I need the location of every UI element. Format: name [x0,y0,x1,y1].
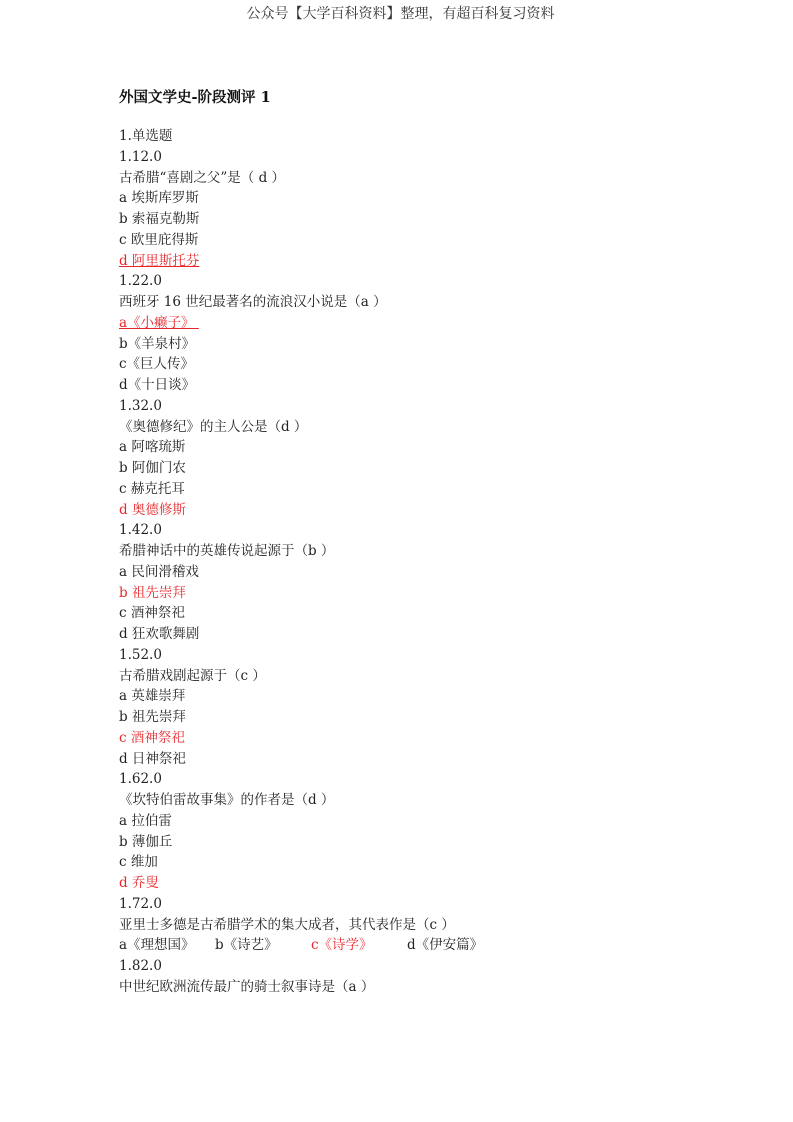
option: b 薄伽丘 [119,833,173,850]
question-number: 1.32.0 [119,397,162,414]
question-list [119,126,503,998]
document-title: 外国文学史-阶段测评 1 [119,89,271,106]
correct-option: c《诗学》 [311,937,373,954]
question [119,894,503,956]
page-header-note: 公众号【大学百科资料】整理，有超百科复习资料 [246,6,555,22]
option: c 酒神祭祀 [119,605,185,622]
option-line [119,624,503,645]
option: b《诗艺》 [215,937,278,954]
question-number: 1.52.0 [119,646,162,663]
option-line [119,686,503,707]
option: b《羊泉村》 [119,335,196,352]
question [119,520,503,645]
question-number: 1.82.0 [119,958,162,974]
option: a《理想国》 [119,937,195,954]
correct-option-line [119,728,503,749]
question-number: 1.22.0 [119,273,162,290]
option-line [119,749,503,770]
option: d《十日谈》 [119,377,196,393]
correct-option-line [119,500,503,521]
option: c《巨人传》 [119,356,195,373]
option-line [119,458,503,479]
option: a 埃斯库罗斯 [119,190,199,207]
question-stem: 西班牙 16 世纪最著名的流浪汉小说是（a ） [119,294,387,310]
section-heading: 1.单选题 [119,128,173,144]
option-line [119,437,503,458]
question-number: 1.12.0 [119,148,162,165]
option: d 日神祭祀 [119,750,186,767]
option-line [119,562,503,583]
option-line [119,479,503,500]
option-line [119,375,503,396]
correct-option: a《小癞子》 [119,314,199,331]
question-number: 1.62.0 [119,771,162,788]
option-line [119,832,503,853]
option-line [119,811,503,832]
correct-option-line [119,583,503,604]
correct-option: d 奥德修斯 [119,501,186,518]
option-line [119,707,503,728]
correct-option: d 乔叟 [119,875,159,891]
option: a 民间滑稽戏 [119,563,199,580]
option-line [119,852,503,873]
question-stem: 中世纪欧洲流传最广的骑士叙事诗是（a ） [119,978,375,995]
correct-option: b 祖先崇拜 [119,584,186,601]
option: a 阿喀琉斯 [119,439,186,456]
question-number: 1.42.0 [119,522,162,539]
option-line [119,188,503,209]
option-line [119,209,503,230]
option: b 阿伽门农 [119,460,186,476]
question-stem: 《奥德修纪》的主人公是（d ） [119,418,308,435]
question [119,396,503,521]
option-line [119,230,503,251]
question-stem: 希腊神话中的英雄传说起源于（b ） [119,543,335,559]
option: b 祖先崇拜 [119,709,186,725]
option: c 维加 [119,854,158,871]
question [119,645,503,770]
option-line [119,354,503,375]
question-stem: 古希腊“喜剧之父”是（ d ） [119,169,286,186]
question-stem: 古希腊戏剧起源于（c ） [119,667,266,684]
correct-option-line [119,313,503,334]
question-stem: 亚里士多德是古希腊学术的集大成者，其代表作是（c ） [119,916,455,933]
correct-option: c 酒神祭祀 [119,729,185,746]
option: c 欧里庇得斯 [119,231,199,248]
question-number: 1.72.0 [119,895,162,912]
option: b 索福克勒斯 [119,211,200,227]
option-line [119,603,503,624]
options-row [119,935,503,956]
correct-option: d 阿里斯托芬 [119,252,200,269]
option: d《伊安篇》 [407,937,484,954]
question [119,147,503,272]
option-line [119,334,503,355]
option: a 拉伯雷 [119,812,172,829]
question [119,271,503,396]
question [119,769,503,894]
question [119,956,503,998]
correct-option-line [119,251,503,272]
correct-option-line [119,873,503,894]
option: a 英雄崇拜 [119,688,186,705]
option: c 赫克托耳 [119,480,185,497]
question-stem: 《坎特伯雷故事集》的作者是（d ） [119,792,335,808]
option: d 狂欢歌舞剧 [119,626,200,642]
